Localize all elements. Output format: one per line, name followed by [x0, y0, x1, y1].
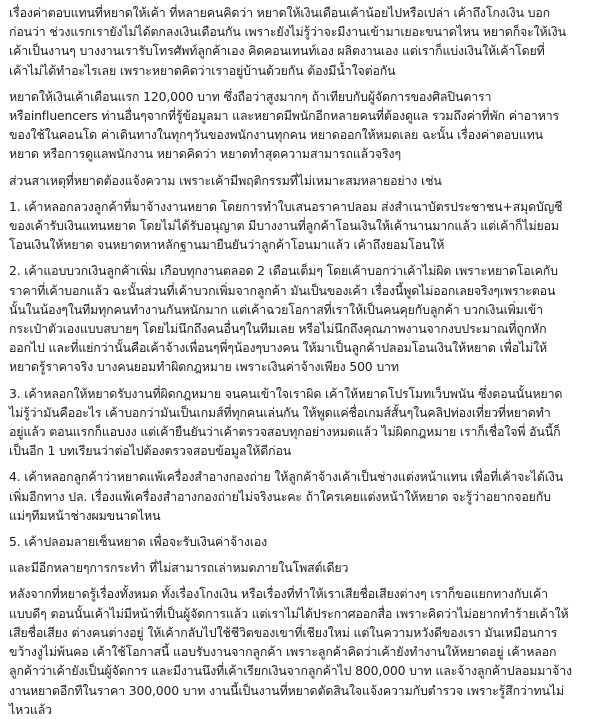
paragraph-salary — [9, 87, 606, 164]
paragraph-more-actions — [9, 558, 606, 577]
text-line: และมีอีกหลายๆการกระทำ ที่ไม่สามารถเล่าหมดภายในโพสต์เดียว — [9, 560, 349, 576]
paragraph-compensation — [9, 3, 606, 80]
text-line: 1. เค้าหลอกลวงลูกค้าที่มาจ้างงานหยาด โดยการทำใบเสนอราคาปลอม ส่งสำเนาบัตรประชาชน+สมุดบัญชี — [9, 198, 563, 214]
text-line: แม่ๆทีมหน้าช่างผมขนาดไหน — [9, 507, 161, 523]
text-line: อยู่แล้ว ตอนแรกก็แอบงง แต่เค้ายืนยันว่าเค้าตรวจสอบทุกอย่างหมดแล้ว ไม่ผิดกฎหมาย เราก็เชื่อใจพี่ อันนี้ก็ — [9, 424, 561, 440]
text-line: 2. เค้าแอบบวกเงินลูกค้าเพิ่ม เกือบทุกงานตลอด 2 เดือนเต็มๆ โดยเค้าบอกว่าเค้าไม่ผิด เพราะหยาดโอเคกับ — [9, 263, 558, 279]
text-line: เป็นอีก 1 บทเรียนว่าต่อไปต้องตรวจสอบข้อมูลให้ดีก่อน — [9, 443, 292, 459]
text-line: ไหวแล้ว — [9, 701, 52, 717]
text-line: ส่วนสาเหตุที่หยาดต้องแจ้งความ เพราะเค้ามีพฤติกรรมที่ไม่เหมาะสมหลายอย่าง เช่น — [9, 172, 442, 188]
list-item-4 — [9, 467, 606, 525]
text-line: เค้าไม่ได้ทำอะไรเลย เพราะหยาดคิดว่าเราอยู่บ้านด้วยกัน ต้องมีน้ำใจต่อกัน — [9, 62, 396, 78]
text-line: หลังจากที่หยาดรู้เรื่องทั้งหมด ทั้งเรื่องโกงเงิน หรือเรื่องที่ทำให้เราเสียชื่อเสียงต่างๆ เราก็ขอแยกทางกับเค้า — [9, 586, 548, 602]
text-line: 4. เค้าหลอกลูกค้าว่าหยาดแพ้เครื่องสำอางกองถ่าย ให้ลูกค้าจ้างเค้าเป็นช่างแต่งหน้าแทน เพื่อที่เค้าจะได้เงิน — [9, 469, 564, 485]
text-line: เสียชื่อเสียง ต่างคนต่างอยู่ ให้เค้ากลับไปใช้ชีวิตของเขาที่เชียงใหม่ แต่ในความหวังดีของเรา มันเหมือนการ — [9, 624, 558, 640]
paragraph-aftermath — [9, 584, 606, 718]
text-line: ก่อนว่า ช่วงแรกเรายังไม่ได้ตกลงเงินเดือนกัน เพราะยังไม่รู้ว่าจะมีงานเข้ามาเยอะขนาดไหน หยาดก็จะให้เงิน — [9, 24, 566, 40]
text-line: หยาดรู้ราคาจริง บางคนยอมทำผิดกฎหมาย เพราะเงินค่าจ้างเพียง 500 บาท — [9, 359, 399, 375]
list-item-3 — [9, 384, 606, 461]
text-line: ของเค้ารับเงินแทนหยาด โดยไม่ได้รับอนุญาต มีบางงานที่ลูกค้าโอนเงินให้เค้านานมากแล้ว แต่เค้าก็ไม่ยอม — [9, 218, 559, 234]
text-line: ของใช้ในคอนโด ค่าเดินทางในทุกๆวันของพนักงานทุกคน หยาดออกให้หมดเลย ฉะนั้น เรื่องค่าตอบแทน — [9, 127, 543, 143]
list-item-2 — [9, 261, 606, 376]
text-line: ออกไป และที่แย่กว่านั้นคือเค้าจ้างเพื่อนๆพี่ๆน้องๆบางคน ให้มาเป็นลูกค้าปลอมโอนเงินให้หยาด เพื่อไม่ให้ — [9, 340, 548, 356]
text-line: งานหยาดอีกทีในราคา 300,000 บาท งานนี้เป็นงานที่หยาดตัดสินใจแจ้งความกับตำรวจ เพราะรู้สึกว่าทนไม่ — [9, 682, 564, 698]
text-line: หรือinfluencers ท่านอื่นๆจากที่รู้ข้อมูลมา และหยาดมีพนักอีกหลายคนที่ต้องดูแล รวมถึงค่าที่พัก ค่าอาหาร — [9, 108, 560, 124]
text-line: ไม่รู้ว่ามันคืออะไร เค้าบอกว่ามันเป็นเกมส์ที่ทุกคนเล่นกัน ให้พูดแค่ชื่อเกมส์สั้นๆในคลิปท่องเที่ยวที่หยาดทำ — [9, 404, 551, 420]
text-line: ขว้างงูไม่พ้นคอ เค้าใช้โอกาสนี้ แอบรับงานจากลูกค้า เพราะลูกค้าคิดว่าเค้ายังทำงานให้หยาดอยู่ เค้าหลอก — [9, 644, 557, 660]
text-line: เพิ่มอีกทาง ปล. เรื่องแพ้เครื่องสำอางกองถ่ายไม่จริงนะคะ ถ้าใครเคยแต่งหน้าให้หยาด จะรู้ว่าอยากจอยกับ — [9, 488, 551, 504]
text-line: นั้นในน้องๆในทีมทุกคนทำงานกันหนักมาก แต่เค้าฉวยโอกาสที่เราให้เป็นคนคุยกับลูกค้า บวกเงินเพิ่มเข้า — [9, 301, 543, 317]
text-line: เค้าเป็นงานๆ บางงานเรารับโทรศัพท์ลูกค้าเอง คิดคอนเทนท์เอง ผลิตงานเอง แต่เราก็แบ่งเงินให้เค้าโดยที่ — [9, 43, 545, 59]
text-line: กระเป๋าตัวเองแบบสบายๆ โดยไม่นึกถึงคนอื่นๆในทีมเลย หรือไม่นึกถึงคุณภาพงานจากงบประมาณที่ถูกหัก — [9, 321, 547, 337]
text-line: หยาดให้เงินเค้าเดือนแรก 120,000 บาท ซึ่งถือว่าสูงมากๆ ถ้าเทียบกับผู้จัดการของศิลปินดารา — [9, 88, 492, 104]
text-line: โอนเงินให้หยาด จนหยาดหาหลักฐานมายืนยันว่าลูกค้าโอนมาแล้ว เค้าถึงยอมโอนให้ — [9, 237, 445, 253]
paragraph-reasons-intro — [9, 171, 606, 190]
text-line: ลูกค้าว่าเค้ายังเป็นผู้จัดการ และมีงานนึงที่เค้าเรียกเงินจากลูกค้าไป 800,000 บาท และจ้างลูกค้าปลอมมาจ้าง — [9, 663, 572, 679]
text-line: หยาด หรือการดูแลพนักงาน หยาดคิดว่า หยาดทำสุดความสามารถแล้วจริงๆ — [9, 146, 401, 162]
text-line: 3. เค้าหลอกให้หยาดรับงานที่ผิดกฎหมาย จนคนเข้าใจเราผิด เค้าให้หยาดโปรโมทเว็บพนัน ซึ่งตอนนั้นหยาด — [9, 385, 563, 401]
text-line: แบบดีๆ ตอนนั้นเค้าไม่มีหน้าที่เป็นผู้จัดการแล้ว แต่เราไม่ได้ประกาศออกสื่อ เพราะคิดว่าไม่อยากทำร้ายเค้าให้ — [9, 605, 569, 621]
list-item-5 — [9, 532, 606, 551]
text-line: 5. เค้าปลอมลายเซ็นหยาด เพื่อจะรับเงินค่าจ้างเอง — [9, 534, 268, 550]
text-line: เรื่องค่าตอบแทนที่หยาดให้เค้า ที่หลายคนคิดว่า หยาดให้เงินเดือนเค้าน้อยไปหรือเปล่า เค้าถึงโกงเงิน บอก — [9, 5, 551, 20]
list-item-1 — [9, 197, 606, 255]
text-line: ราคาที่เค้าบอกแล้ว ฉะนั้นส่วนที่เค้าบวกเพิ่มจากลูกค้า มันเป็นของเค้า เรื่องนี้พูดไม่ออกเลยจริงๆเพราะตอน — [9, 282, 556, 298]
